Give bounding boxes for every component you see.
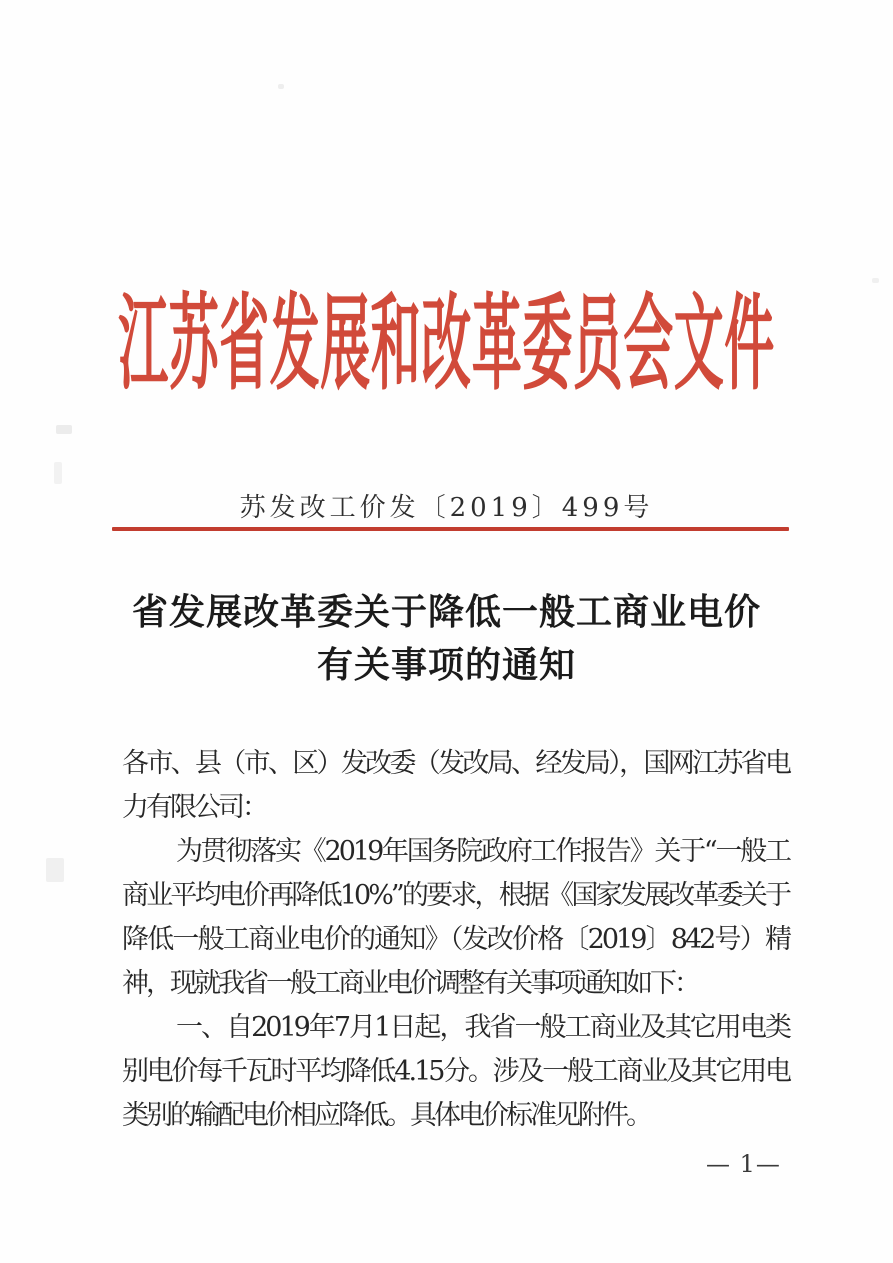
- salutation: 各市、县（市、区）发改委（发改局、经发局），国网江苏省电力有限公司：: [122, 748, 789, 823]
- scan-artifact: [872, 278, 879, 283]
- scan-artifact: [46, 858, 64, 882]
- scan-artifact: [56, 425, 72, 434]
- notice-title: [0, 586, 893, 692]
- scan-artifact: [278, 84, 284, 89]
- notice-title-line2: 有关事项的通知: [316, 644, 576, 686]
- page-number: — 1—: [706, 1150, 781, 1178]
- agency-title: 江苏省发展和改革委员会文件: [118, 281, 775, 405]
- notice-body: [122, 742, 789, 1138]
- paragraph: 为贯彻落实《2019年国务院政府工作报告》关于“一般工商业平均电价再降低10%”的要求，根据《国家发展改革委关于降低一般工商业电价的通知》（发改价格〔2019〕842号）精神，现就我省一般工商业电价调整有关事项通知如下：: [122, 836, 789, 999]
- scan-artifact: [54, 462, 62, 484]
- notice-title-line1: 省发展改革委关于降低一般工商业电价: [131, 591, 761, 633]
- red-separator-line: [112, 527, 789, 531]
- paragraph: 一、自2019年7月1日起，我省一般工商业及其它用电类别电价每千瓦时平均降低4.15分。涉及一般工商业及其它用电类别的输配电价相应降低。具体电价标准见附件。: [122, 1012, 789, 1131]
- document-number: 苏发改工价发〔2019〕499号: [239, 493, 654, 523]
